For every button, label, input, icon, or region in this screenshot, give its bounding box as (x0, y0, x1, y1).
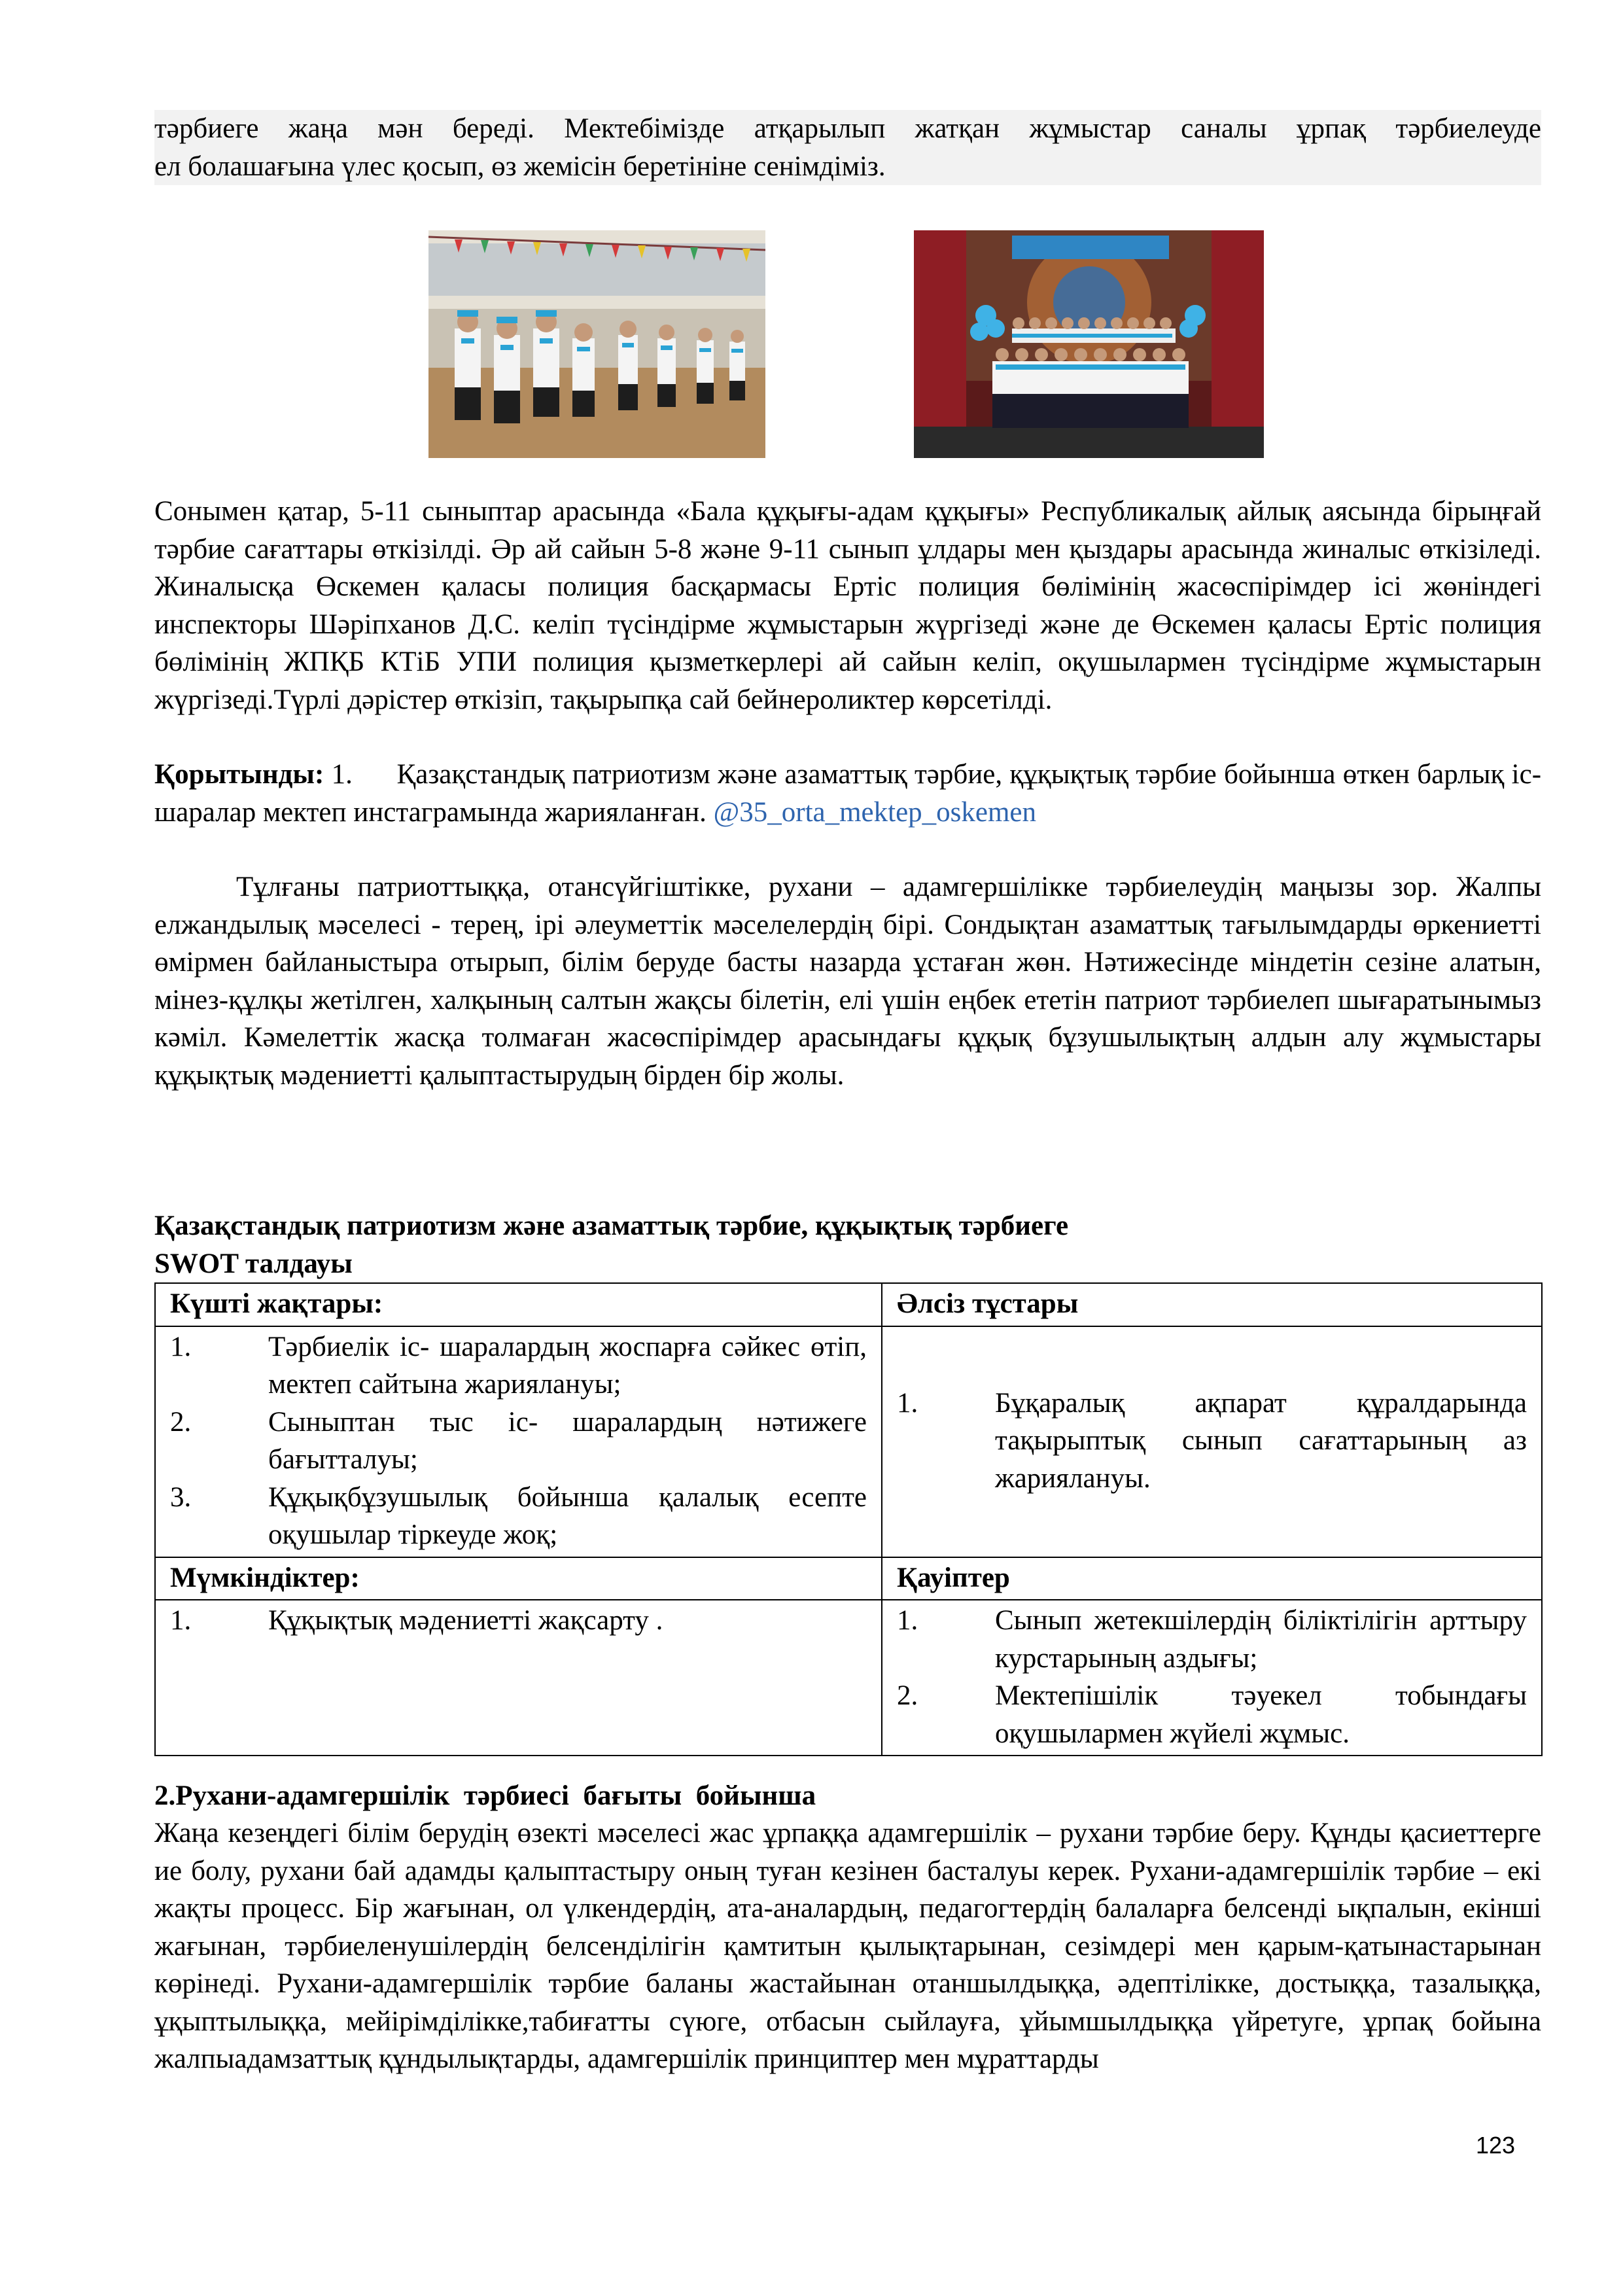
section2-heading: 2.Рухани-адамгершілік тәрбиесі бағыты бойынша (154, 1780, 816, 1811)
opportunity-item: 1. Құқықтық мәдениетті жақсарту . (170, 1605, 663, 1636)
strengths-header: Күшті жақтары: (155, 1283, 882, 1326)
threats-cell (882, 1600, 1542, 1756)
section2-text: Жаңа кезеңдегі білім берудің өзекті мәселесі жас ұрпаққа адамгершілік – рухани тәрбие беру. Құнды қасиеттерге ие болу, рухани бай адамды қалыптастыру оның туған кезінен басталуы керек. Рухани-адамгершілік тәрбие – екі жақты процесс. Бір жағынан, ол үлкендердің, ата-аналардың, педагогтердің балаларға белсенді ықпалын, екінші жағынан, тәрбиеленушілердің белсенділігін қамтитын қылықтарынан, сезімдері мен қарым-қатынастарынан көрінеді. Рухани-адамгершілік тәрбие баланы жастайынан отаншылдыққа, әдептілікке, достыққа, тазалыққа, ұқыптылыққа, мейірімділікке,табиғатты сүюге, отбасын сыйлауға, ұйымшылдыққа үйретуге, ұрпақ бойына жалпыадамзаттық құндылықтарды, адамгершілік принциптер мен мұраттарды (154, 1818, 1541, 2074)
photo-stage-choir (914, 230, 1264, 458)
opportunities-cell (155, 1600, 882, 1756)
intro-line: ел болашағына үлес қосып, өз жемісін беретініне сенімдіміз. (154, 150, 886, 182)
weakness-item: 1. Бұқаралық ақпарат құралдарында тақырыптық сынып сағаттарының аз жариялануы. (897, 1387, 1527, 1494)
strengths-cell (155, 1326, 882, 1557)
conclusion-label: Қорытынды: (154, 759, 324, 790)
strength-item: 2. Сыныптан тыс іс- шаралардың нәтижеге бағытталуы; (170, 1406, 867, 1475)
opportunities-header: Мүмкіндіктер: (155, 1557, 882, 1600)
intro-text (154, 110, 1541, 185)
page-number: 123 (1476, 2132, 1516, 2159)
swot-subtitle: SWOT талдауы (154, 1248, 353, 1279)
photo-gym-event (428, 230, 765, 458)
weaknesses-cell (882, 1326, 1542, 1557)
conclusion-text: Қазақстандық патриотизм және азаматтық тәрбие, құқықтық тәрбие бойынша өткен барлық іс- шаралар мектеп инстаграмында жарияланған. (154, 759, 1542, 828)
strength-item: 3. Құқықбұзушылық бойынша қалалық есепте оқушылар тіркеуде жоқ; (170, 1481, 867, 1550)
intro-line: тәрбиеге жаңа мән береді. Мектебімізде атқарылып жатқан жұмыстар саналы ұрпақ тәрбиелеуде (154, 113, 1541, 144)
conclusion-block (154, 756, 1541, 831)
threats-header: Қауіптер (882, 1557, 1542, 1600)
threat-item: 2. Мектепішілік тәуекел тобындағы оқушылармен жүйелі жұмыс. (897, 1680, 1527, 1749)
strength-item: 1. Тәрбиелік іс- шаралардың жоспарға сәйкес өтіп, мектеп сайтына жариялануы; (170, 1331, 867, 1400)
conclusion-number: 1. (331, 759, 353, 790)
paragraph-rights-month: Сонымен қатар, 5-11 сыныптар арасында «Бала құқығы-адам құқығы» Республикалық айлық аясында бірыңғай тәрбие сағаттары өткізілді. Әр ай сайын 5-8 және 9-11 сынып ұлдары мен қыздары арасында жиналыс өткізіледі. Жиналысқа Өскемен қаласы полиция басқармасы Ертіс полиция бөлімінің жасөспірімдер ісі жөніндегі инспекторы Шәріпханов Д.С. келіп түсіндірме жұмыстарын жүргізеді және де Өскемен қаласы Ертіс полиция бөлімінің ЖПҚБ КТіБ УПИ полиция қызметкерлері ай сайын келіп, оқушылармен түсіндірме жұмыстарын жүргізеді.Түрлі дәрістер өткізіп, тақырыпқа сай бейнероликтер көрсетілді. (154, 496, 1541, 715)
weaknesses-header: Әлсіз тұстары (882, 1283, 1542, 1326)
threat-item: 1. Сынып жетекшілердің біліктілігін арттыру курстарының аздығы; (897, 1605, 1527, 1674)
swot-table (154, 1282, 1543, 1756)
instagram-link[interactable]: @35_orta_mektep_oskemen (713, 796, 1037, 828)
paragraph-patriotism: Тұлғаны патриоттыққа, отансүйгіштікке, рухани – адамгершілікке тәрбиелеудің маңызы зор. Жалпы елжандылық мәселесі - терең, ірі әлеуметтік мәселелердің бірі. Сондықтан азаматтық тағылымдарды өркениетті өмірмен байланыстыра отырып, білім беруде басты назарда ұстаған жөн. Нәтижесінде міндетін сезіне алатын, мінез-құлқы жетілген, халқының салтын жақсы білетін, елі үшін еңбек ететін патриот тәрбиелеп шығаратынымыз кәміл. Кәмелеттік жасқа толмаған жасөспірімдер арасындағы құқық бұзушылықтың алдын алу жұмыстары құқықтық мәдениетті қалыптастырудың бірден бір жолы. (154, 872, 1541, 1091)
swot-title: Қазақстандық патриотизм және азаматтық тәрбие, құқықтық тәрбиеге (154, 1210, 1069, 1241)
